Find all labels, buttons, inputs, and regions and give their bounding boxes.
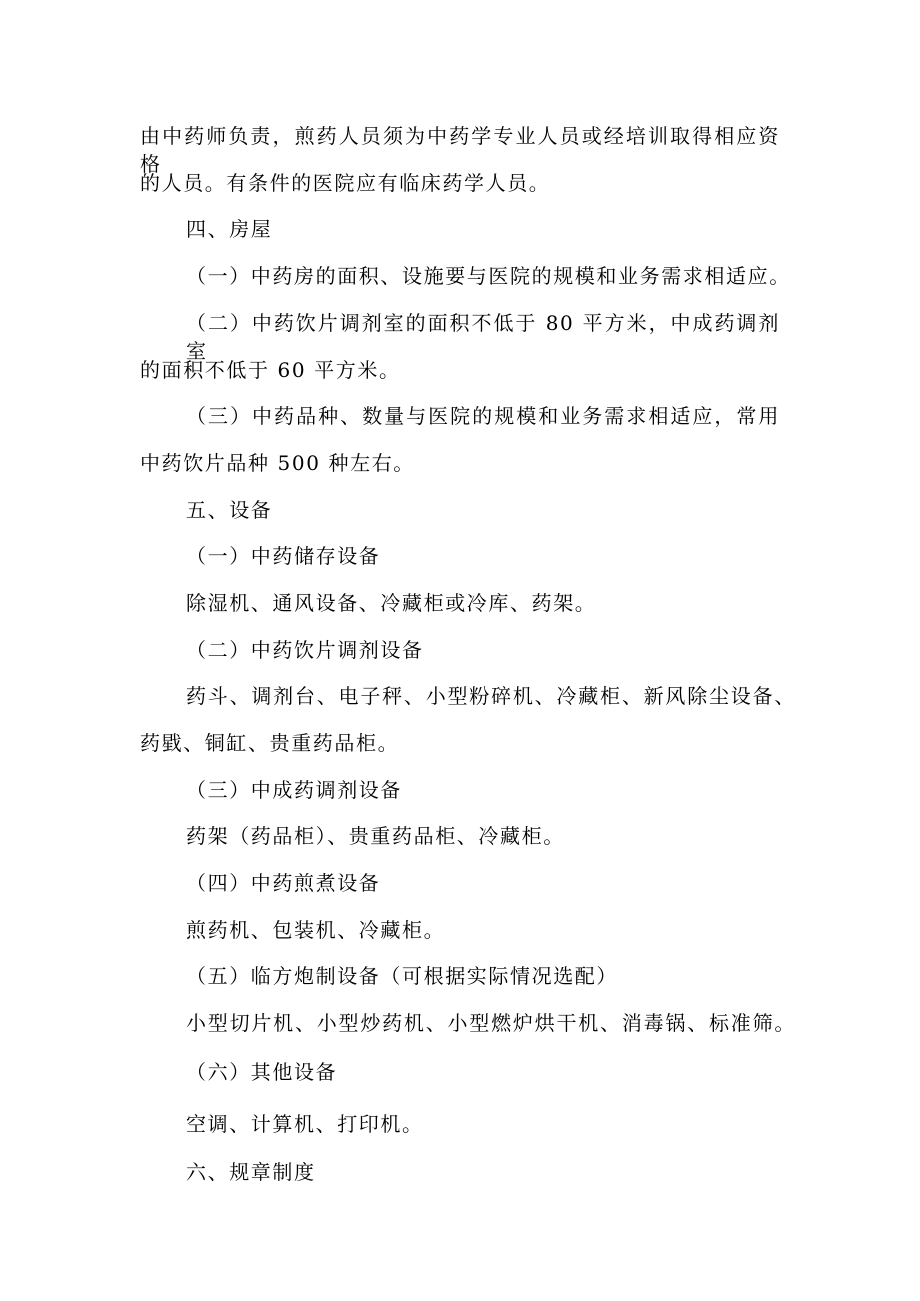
section-heading-regulations: 六、规章制度 — [186, 1160, 316, 1184]
list-item: （五）临方炮制设备（可根据实际情况选配） — [186, 964, 618, 988]
paragraph-line: 的面积不低于 60 平方米。 — [140, 358, 401, 382]
paragraph-line: 药斗、调剂台、电子秤、小型粉碎机、冷藏柜、新风除尘设备、 — [186, 684, 796, 708]
paragraph-line: 小型切片机、小型炒药机、小型燃炉烘干机、消毒锅、标准筛。 — [186, 1011, 796, 1035]
paragraph-line: 的人员。有条件的医院应有临床药学人员。 — [140, 171, 551, 195]
paragraph-line: 空调、计算机、打印机。 — [186, 1112, 424, 1136]
paragraph-line: 中药饮片品种 500 种左右。 — [140, 451, 415, 475]
list-item: （二）中药饮片调剂室的面积不低于 80 平方米，中成药调剂室 — [186, 311, 780, 363]
paragraph-line: 药戥、铜缸、贵重药品柜。 — [140, 731, 400, 755]
section-heading-housing: 四、房屋 — [186, 217, 273, 241]
list-item: （三）中药品种、数量与医院的规模和业务需求相适应，常用 — [186, 404, 780, 428]
list-item: （一）中药房的面积、设施要与医院的规模和业务需求相适应。 — [186, 264, 791, 288]
paragraph-line: 煎药机、包装机、冷藏柜。 — [186, 918, 446, 942]
section-heading-equipment: 五、设备 — [186, 498, 273, 522]
paragraph-line: 由中药师负责，煎药人员须为中药学专业人员或经培训取得相应资格 — [140, 124, 780, 176]
list-item: （三）中成药调剂设备 — [186, 778, 402, 802]
paragraph-line: 药架（药品柜）、贵重药品柜、冷藏柜。 — [186, 824, 565, 848]
list-item: （二）中药饮片调剂设备 — [186, 638, 424, 662]
list-item: （四）中药煎煮设备 — [186, 871, 381, 895]
list-item: （六）其他设备 — [186, 1060, 338, 1084]
paragraph-line: 除湿机、通风设备、冷藏柜或冷库、药架。 — [186, 591, 597, 615]
list-item: （一）中药储存设备 — [186, 544, 381, 568]
